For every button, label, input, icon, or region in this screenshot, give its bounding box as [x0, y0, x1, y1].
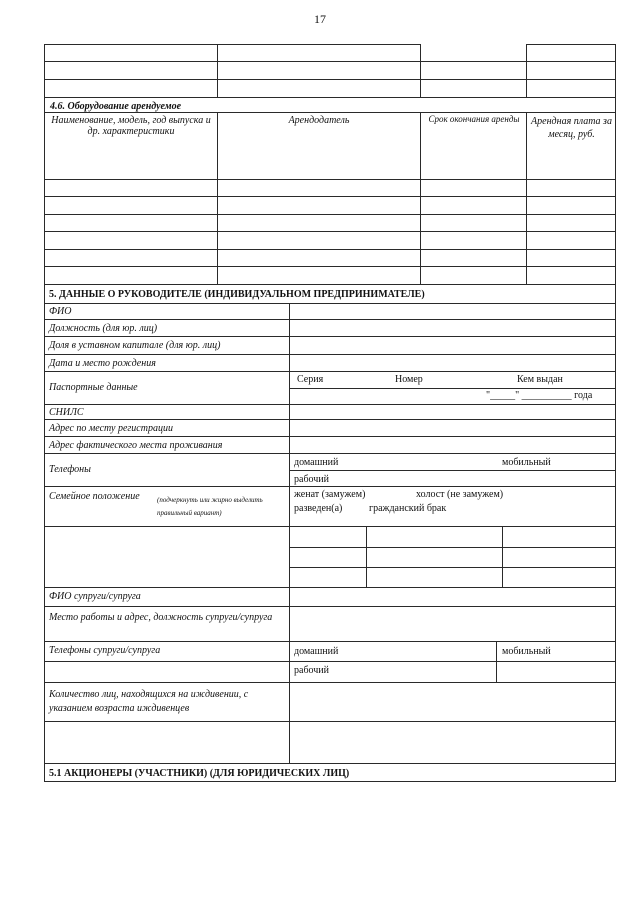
- label-share: Доля в уставном капитале (для юр. лиц): [49, 340, 221, 351]
- column-header-rent: Арендная плата за месяц, руб.: [531, 116, 612, 140]
- label-phones: Телефоны: [49, 464, 91, 475]
- label-position: Должность (для юр. лиц): [49, 323, 158, 334]
- label-fio: ФИО: [49, 306, 72, 317]
- page-number: 17: [314, 12, 326, 26]
- label-reg-address: Адрес по месту регистрации: [49, 423, 173, 434]
- passport-number: Номер: [395, 374, 423, 385]
- spouse-phone-work: рабочий: [294, 665, 329, 676]
- label-spouse-phones: Телефоны супруги/супруга: [49, 645, 161, 656]
- label-passport: Паспортные данные: [49, 382, 138, 393]
- marital-single: холост (не замужем): [416, 489, 504, 500]
- section-5-title: 5. ДАННЫЕ О РУКОВОДИТЕЛЕ (ИНДИВИДУАЛЬНОМ ПРЕДПРИНИМАТЕЛЕ): [49, 289, 425, 300]
- label-fact-address: Адрес фактического места проживания: [49, 440, 223, 451]
- spouse-phone-mobile: мобильный: [502, 646, 551, 657]
- phone-mobile: мобильный: [502, 457, 551, 468]
- marital-married: женат (замужем): [294, 489, 366, 500]
- label-spouse-fio: ФИО супруги/супруга: [49, 591, 141, 602]
- passport-series: Серия: [297, 374, 324, 385]
- marital-civil: гражданский брак: [369, 503, 447, 514]
- passport-date: "_____" __________ года: [486, 390, 593, 401]
- phone-home: домашний: [294, 457, 339, 468]
- section-4-6-title: 4.6. Оборудование арендуемое: [50, 101, 182, 112]
- spouse-phone-home: домашний: [294, 646, 339, 657]
- label-spouse-job: Место работы и адрес, должность супруги/супруга: [49, 612, 273, 623]
- label-snils: СНИЛС: [49, 407, 84, 418]
- passport-issued: Кем выдан: [517, 374, 563, 385]
- section-5-1-title: 5.1 АКЦИОНЕРЫ (УЧАСТНИКИ) (ДЛЯ ЮРИДИЧЕСКИХ ЛИЦ): [49, 768, 350, 779]
- column-header-description: Наименование, модель, год выпуска и др. характеристики: [51, 115, 211, 137]
- label-birth: Дата и место рождения: [49, 358, 156, 369]
- phone-work: рабочий: [294, 474, 329, 485]
- marital-divorced: разведен(а): [294, 503, 343, 514]
- column-header-lease-end: Срок окончания аренды: [428, 114, 520, 124]
- marital-note: (подчеркнуть или жирно выделить правильный вариант): [157, 496, 263, 517]
- label-marital: Семейное положение: [49, 491, 140, 502]
- label-dependents: Количество лиц, находящихся на иждивении, с указанием возраста иждивенцев: [49, 689, 249, 714]
- column-header-lessor: Арендодатель: [288, 115, 350, 126]
